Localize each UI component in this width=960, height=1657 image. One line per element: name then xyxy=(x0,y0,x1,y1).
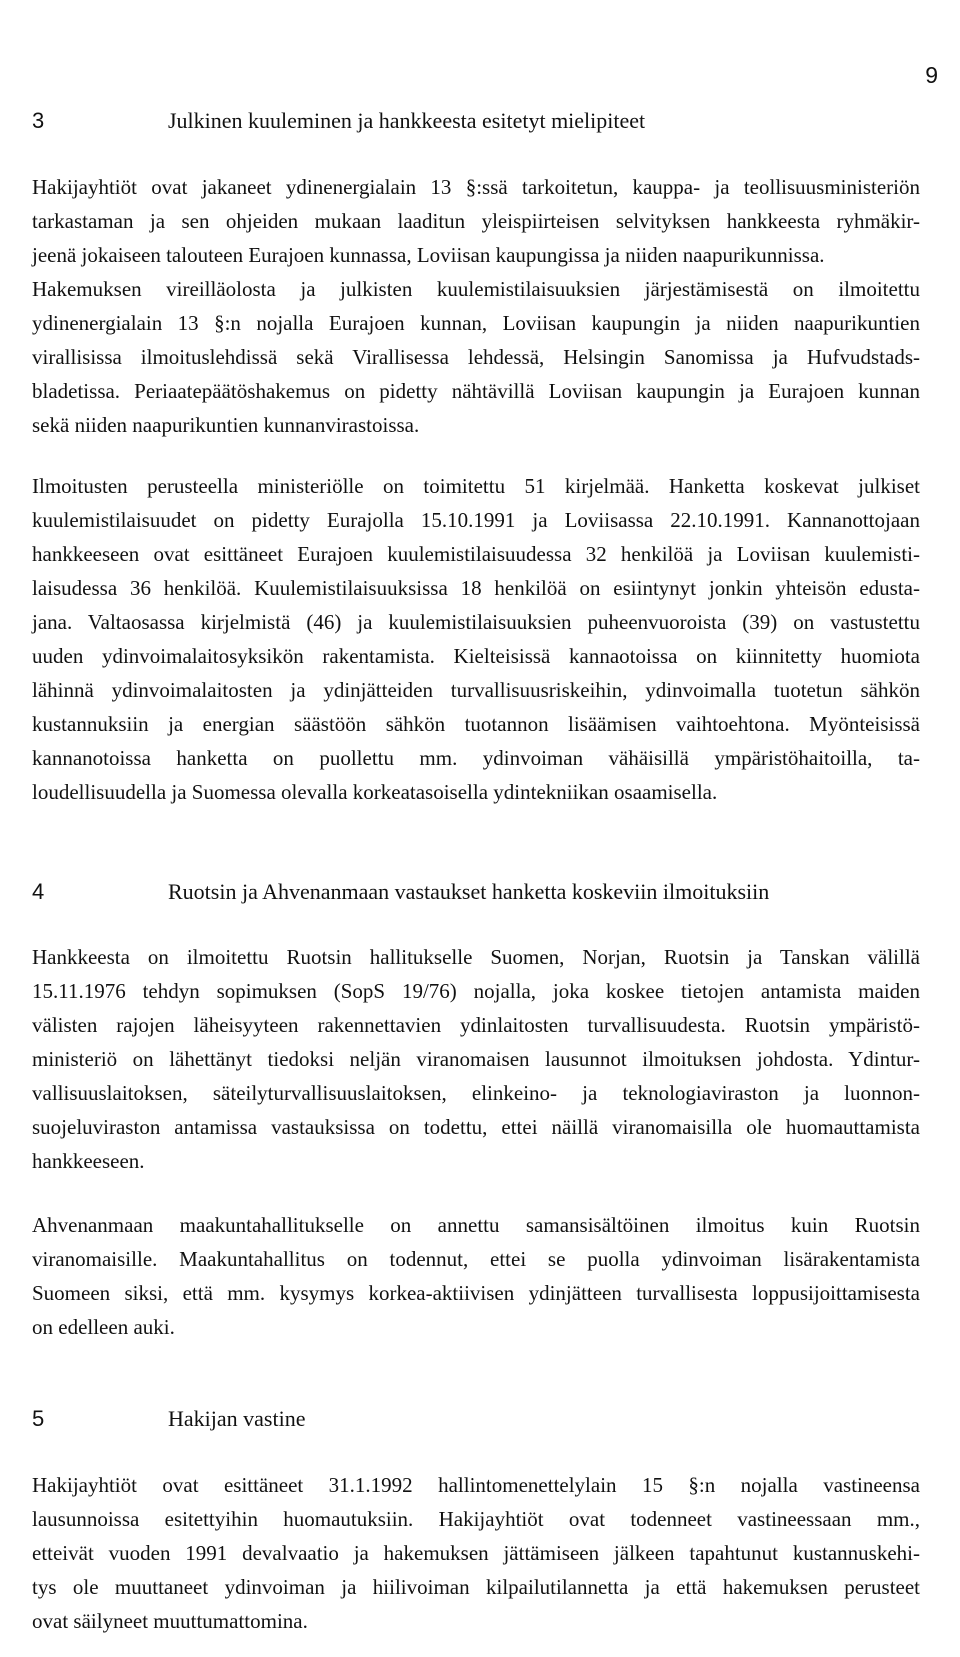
text-line: uuden ydinvoimalaitosyksikön rakentamista. Kielteisissä kannaotoissa on kiinnitetty huomiota xyxy=(32,644,920,668)
text-line: Hakijayhtiöt ovat esittäneet 31.1.1992 hallintomenettelylain 15 §:n nojalla vastineensa xyxy=(32,1473,920,1497)
text-line: viranomaisille. Maakuntahallitus on todennut, ettei se puolla ydinvoiman lisärakentamista xyxy=(32,1247,920,1271)
text-line: 15.11.1976 tehdyn sopimuksen (SopS 19/76) nojalla, joka koskee tietojen antamista maiden xyxy=(32,979,920,1003)
text-line: kuulemistilaisuudet on pidetty Eurajolla 15.10.1991 ja Loviisassa 22.10.1991. Kannanottojaan xyxy=(32,508,920,532)
section-heading-3 xyxy=(32,108,645,134)
paragraph-3-2 xyxy=(32,469,920,809)
text-line: on edelleen auki. xyxy=(32,1315,175,1339)
text-line: Hankkeesta on ilmoitettu Ruotsin hallitukselle Suomen, Norjan, Ruotsin ja Tanskan välillä xyxy=(32,945,920,969)
text-line: lausunnoissa esitettyihin huomautuksiin. Hakijayhtiöt ovat todenneet vastineessaan mm., xyxy=(32,1507,920,1531)
section-title: Hakijan vastine xyxy=(168,1406,306,1431)
paragraph-3-1 xyxy=(32,170,920,442)
section-heading-5 xyxy=(32,1406,305,1432)
paragraph-4-1 xyxy=(32,940,920,1178)
text-line: ydinenergialain 13 §:n nojalla Eurajoen kunnan, Loviisan kaupungin ja niiden naapurikuntien xyxy=(32,311,920,335)
text-line: tys ole muuttaneet ydinvoiman ja hiilivoiman kilpailutilannetta ja että hakemuksen perusteet xyxy=(32,1575,920,1599)
text-line: lähinnä ydinvoimalaitosten ja ydinjätteiden turvallisuusriskeihin, ydinvoimalla tuotetun sähkön xyxy=(32,678,920,702)
text-line: vallisuuslaitoksen, säteilyturvallisuuslaitoksen, elinkeino- ja teknologiaviraston ja luonnon- xyxy=(32,1081,920,1105)
paragraph-5-1 xyxy=(32,1468,920,1638)
text-line: ministeriö on lähettänyt tiedoksi neljän viranomaisen lausunnot ilmoituksen johdosta. Ydintur- xyxy=(32,1047,920,1071)
section-title: Julkinen kuuleminen ja hankkeesta esitetyt mielipiteet xyxy=(168,108,646,133)
text-line: kustannuksiin ja energian säästöön sähkön tuotannon lisäämisen vaihtoehtona. Myönteisissä xyxy=(32,712,920,736)
page-number: 9 xyxy=(925,62,938,88)
text-line: Ahvenanmaan maakuntahallitukselle on annettu samansisältöinen ilmoitus kuin Ruotsin xyxy=(32,1213,920,1237)
text-line: hankkeeseen. xyxy=(32,1149,145,1173)
text-line: Hakemuksen vireilläolosta ja julkisten kuulemistilaisuuksien järjestämisestä on ilmoitettu xyxy=(32,277,920,301)
paragraph-4-2 xyxy=(32,1208,920,1344)
text-line: suojeluviraston antamissa vastauksissa on todettu, ettei näillä viranomaisilla ole huomauttamista xyxy=(32,1115,920,1139)
text-line: tarkastaman ja sen ohjeiden mukaan laaditun yleispiirteisen selvityksen hankkeesta ryhmäkir- xyxy=(32,209,920,233)
text-line: kannanotoissa hanketta on puollettu mm. ydinvoiman vähäisillä ympäristöhaitoilla, ta- xyxy=(32,746,920,770)
section-title: Ruotsin ja Ahvenanmaan vastaukset hanketta koskeviin ilmoituksiin xyxy=(168,879,770,904)
text-line: virallisissa ilmoituslehdissä sekä Virallisessa lehdessä, Helsingin Sanomissa ja Hufvudstads- xyxy=(32,345,920,369)
section-number: 5 xyxy=(32,1406,45,1431)
text-line: etteivät vuoden 1991 devalvaatio ja hakemuksen jättämiseen jälkeen tapahtunut kustannuskehi- xyxy=(32,1541,920,1565)
text-line: Suomeen siksi, että mm. kysymys korkea-aktiivisen ydinjätteen turvallisesta loppusijoittamisesta xyxy=(32,1281,920,1305)
text-line: Hakijayhtiöt ovat jakaneet ydinenergialain 13 §:ssä tarkoitetun, kauppa- ja teollisuusministeriön xyxy=(32,175,920,199)
text-line: laisudessa 36 henkilöä. Kuulemistilaisuuksissa 18 henkilöä on esiintynyt jonkin yhteisön edusta- xyxy=(32,576,920,600)
text-line: loudellisuudella ja Suomessa olevalla korkeatasoisella ydintekniikan osaamisella. xyxy=(32,780,718,804)
section-heading-4 xyxy=(32,879,769,905)
text-line: välisten rajojen läheisyyteen rakennettavien ydinlaitosten turvallisuudesta. Ruotsin ympäristö- xyxy=(32,1013,920,1037)
section-number: 4 xyxy=(32,879,45,904)
text-line: ovat säilyneet muuttumattomina. xyxy=(32,1609,308,1633)
text-line: jeenä jokaiseen talouteen Eurajoen kunnassa, Loviisan kaupungissa ja niiden naapurikunnissa. xyxy=(32,243,825,267)
section-number: 3 xyxy=(32,108,45,133)
text-line: bladetissa. Periaatepäätöshakemus on pidetty nähtävillä Loviisan kaupungin ja Eurajoen kunnan xyxy=(32,379,920,403)
text-line: sekä niiden naapurikuntien kunnanvirastoissa. xyxy=(32,413,420,437)
text-line: Ilmoitusten perusteella ministeriölle on toimitettu 51 kirjelmää. Hanketta koskevat julkiset xyxy=(32,474,920,498)
text-line: jana. Valtaosassa kirjelmistä (46) ja kuulemistilaisuuksien puheenvuoroista (39) on vastustettu xyxy=(32,610,920,634)
text-line: hankkeeseen ovat esittäneet Eurajoen kuulemistilaisuudessa 32 henkilöä ja Loviisan kuulemisti- xyxy=(32,542,920,566)
